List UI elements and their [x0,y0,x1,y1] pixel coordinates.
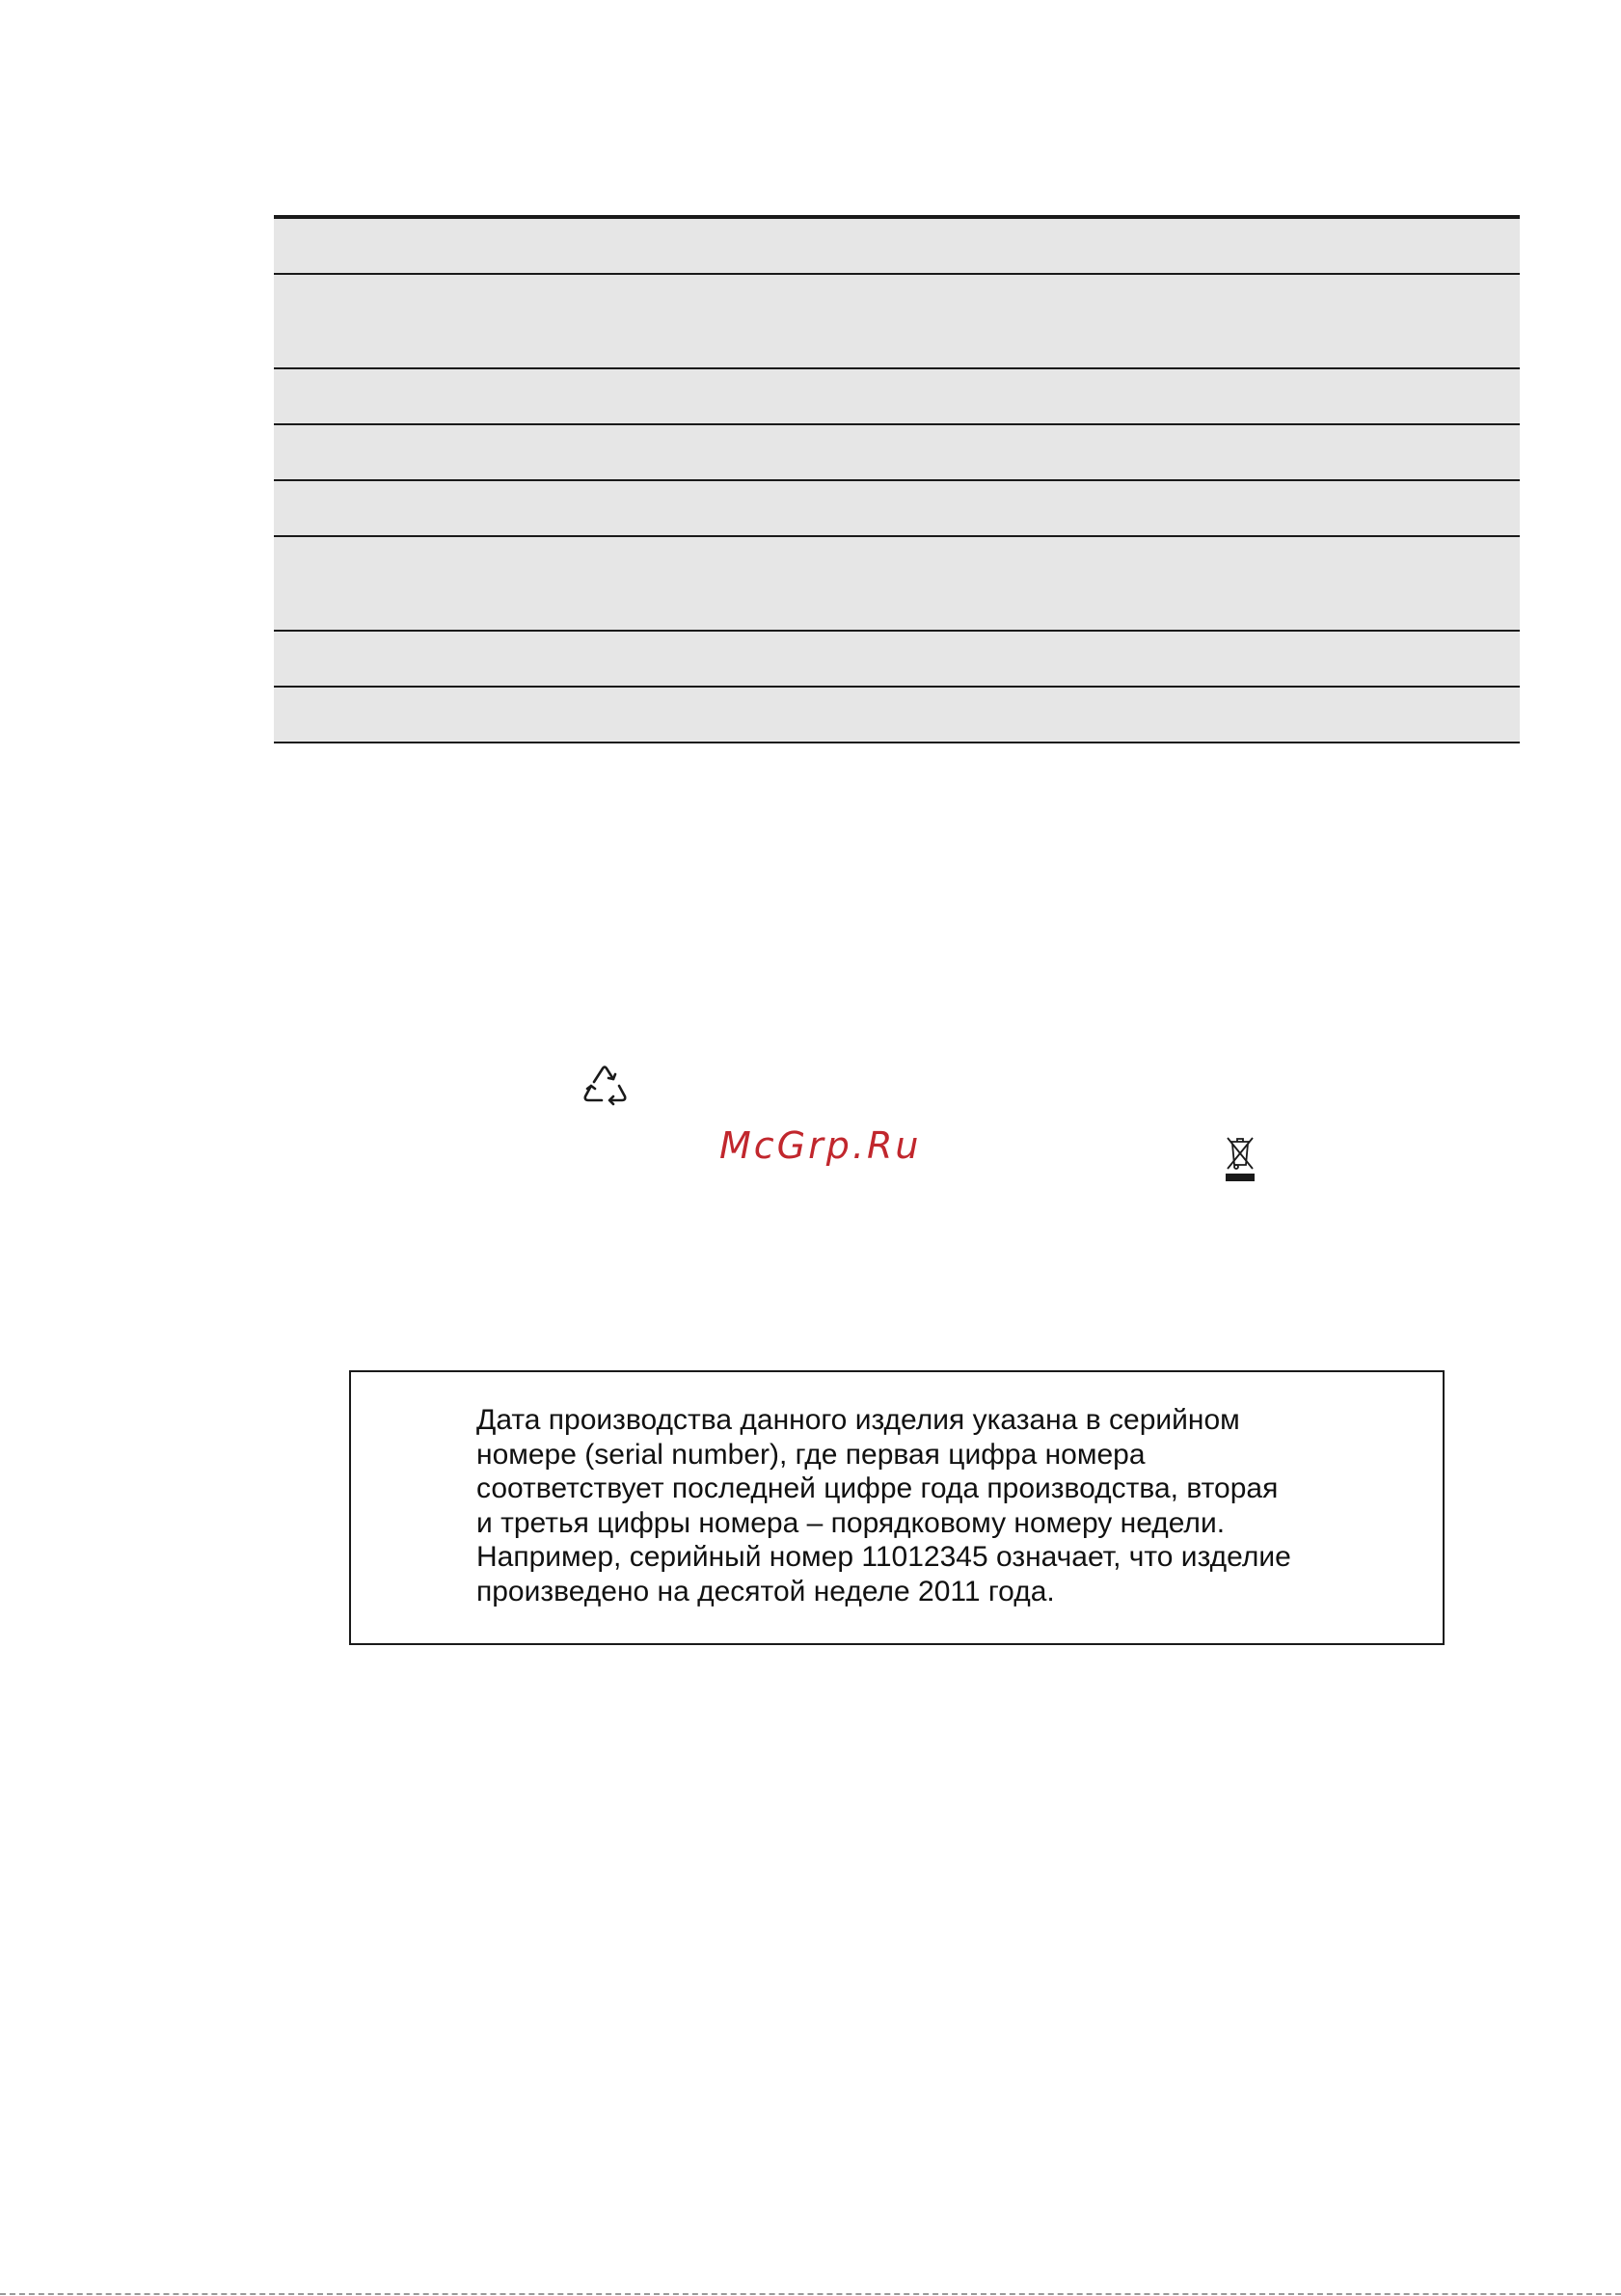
spec-table-row [274,537,1520,632]
note-line: соответствует последней цифре года производства, вторая [476,1472,1279,1504]
spec-table-row [274,481,1520,537]
spec-table-row [274,369,1520,425]
page-bottom-edge [0,2293,1621,2295]
crossed-out-wheelie-bin-icon [1223,1133,1257,1183]
note-line: Дата производства данного изделия указана в серийном [476,1404,1240,1436]
spec-table-row [274,632,1520,688]
note-line: Например, серийный номер 11012345 означает, что изделие [476,1541,1291,1573]
spec-table-row [274,688,1520,743]
note-line: произведено на десятой неделе 2011 года. [476,1575,1055,1607]
spec-table [274,215,1520,743]
note-line: и третья цифры номера – порядковому номеру недели. [476,1506,1226,1539]
watermark: McGrp.Ru [719,1124,922,1167]
spec-table-row [274,275,1520,369]
recycle-icon [581,1061,629,1111]
note-line: номере (serial number), где первая цифра номера [476,1438,1146,1471]
note-text [476,1403,1431,1608]
production-date-note [349,1370,1445,1645]
spec-table-row [274,219,1520,275]
spec-table-row [274,425,1520,481]
